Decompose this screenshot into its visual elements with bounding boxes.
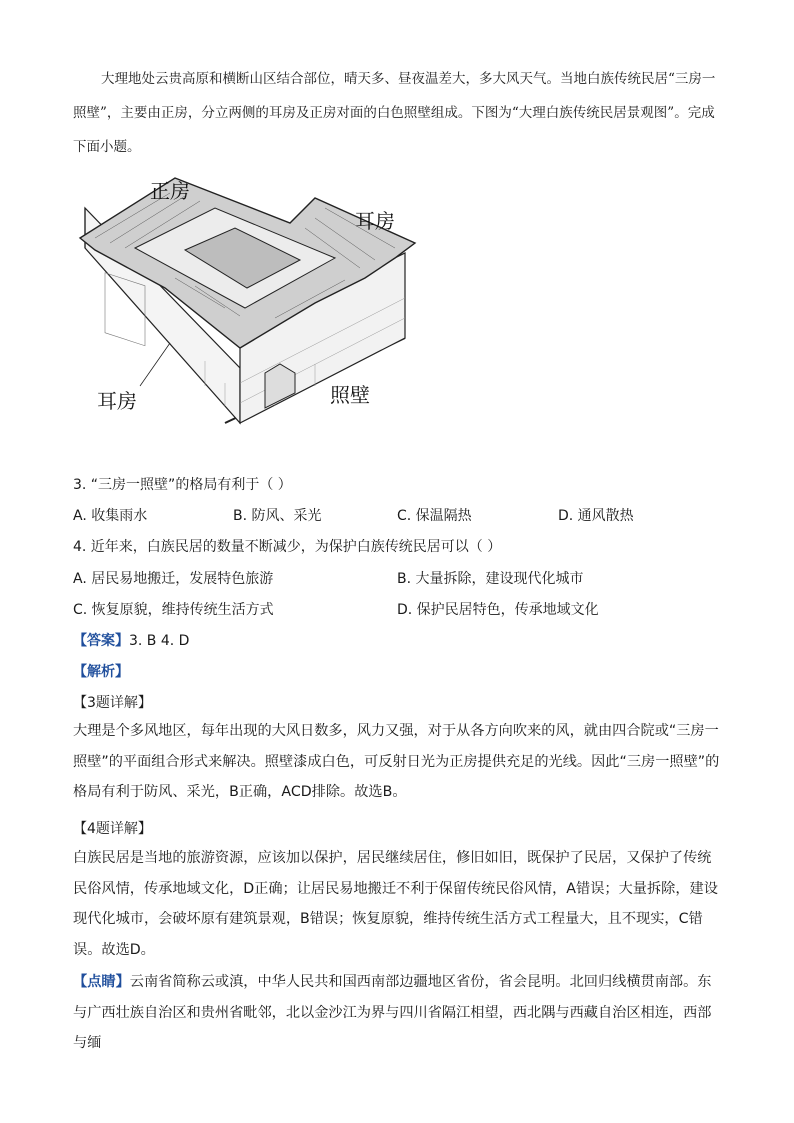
q4-option-a: A. 居民易地搬迁，发展特色旅游 bbox=[73, 571, 274, 587]
analysis-heading bbox=[73, 661, 129, 681]
q4-option-c: C. 恢复原貌，维持传统生活方式 bbox=[73, 602, 274, 618]
q4-detail-paragraph bbox=[73, 843, 723, 965]
q4-detail-heading: 【4题详解】 bbox=[73, 821, 152, 837]
label-main-house: 正房 bbox=[150, 181, 190, 203]
q3-option-d: D. 通风散热 bbox=[558, 508, 634, 524]
q3-detail-text: 大理是个多风地区，每年出现的大风日数多，风力又强，对于从各方向吹来的风，就由四合院或“三房一照壁”的平面组合形式来解决。照壁漆成白色，可反射日光为正房提供充足的光线。因此“三房一照壁”的格局有利于防风、采光，B正确，ACD排除。故选B。 bbox=[73, 723, 720, 800]
q3-option-c: C. 保温隔热 bbox=[397, 508, 472, 524]
q3-option-a: A. 收集雨水 bbox=[73, 508, 148, 524]
q3-option-b: B. 防风、采光 bbox=[233, 508, 322, 524]
bai-dwelling-illustration bbox=[75, 168, 420, 440]
label-screen-wall: 照壁 bbox=[330, 385, 370, 407]
intro-text: 大理地处云贵高原和横断山区结合部位，晴天多、昼夜温差大，多大风天气。当地白族传统民居“三房一照壁”，主要由正房，分立两侧的耳房及正房对面的白色照壁组成。下图为“大理白族传统民居景观图”。完成下面小题。 bbox=[73, 71, 716, 155]
intro-paragraph bbox=[73, 62, 723, 164]
q3-detail-heading: 【3题详解】 bbox=[73, 695, 152, 711]
label-side-house-right: 耳房 bbox=[355, 211, 395, 233]
analysis-label: 【解析】 bbox=[73, 664, 129, 680]
q4-option-b: B. 大量拆除，建设现代化城市 bbox=[397, 571, 584, 587]
answer-line bbox=[73, 630, 189, 650]
answer-label: 【答案】 bbox=[73, 633, 129, 649]
question-4-stem: 4. 近年来，白族民居的数量不断减少，为保护白族传统民居可以（ ） bbox=[73, 539, 502, 555]
comment-label: 【点睛】 bbox=[73, 974, 130, 990]
label-side-house-left: 耳房 bbox=[97, 391, 137, 413]
answer-text: 3. B 4. D bbox=[129, 633, 190, 649]
comment-text: 云南省简称云或滇，中华人民共和国西南部边疆地区省份，省会昆明。北回归线横贯南部。东与广西壮族自治区和贵州省毗邻，北以金沙江为界与四川省隔江相望，西北隅与西藏自治区相连，西部与缅 bbox=[73, 974, 712, 1051]
question-3-stem: 3. “三房一照壁”的格局有利于（ ） bbox=[73, 477, 292, 493]
q4-option-d: D. 保护民居特色，传承地域文化 bbox=[397, 602, 599, 618]
q3-detail-paragraph bbox=[73, 716, 723, 808]
q4-detail-text: 白族民居是当地的旅游资源，应该加以保护，居民继续居住，修旧如旧，既保护了民居，又保护了传统民俗风情，传承地域文化，D正确；让居民易地搬迁不利于保留传统民俗风情，A错误；大量拆除，建设现代化城市，会破坏原有建筑景观，B错误；恢复原貌，维持传统生活方式工程量大，且不现实，C错误。故选D。 bbox=[73, 850, 718, 958]
comment-paragraph bbox=[73, 967, 723, 1059]
